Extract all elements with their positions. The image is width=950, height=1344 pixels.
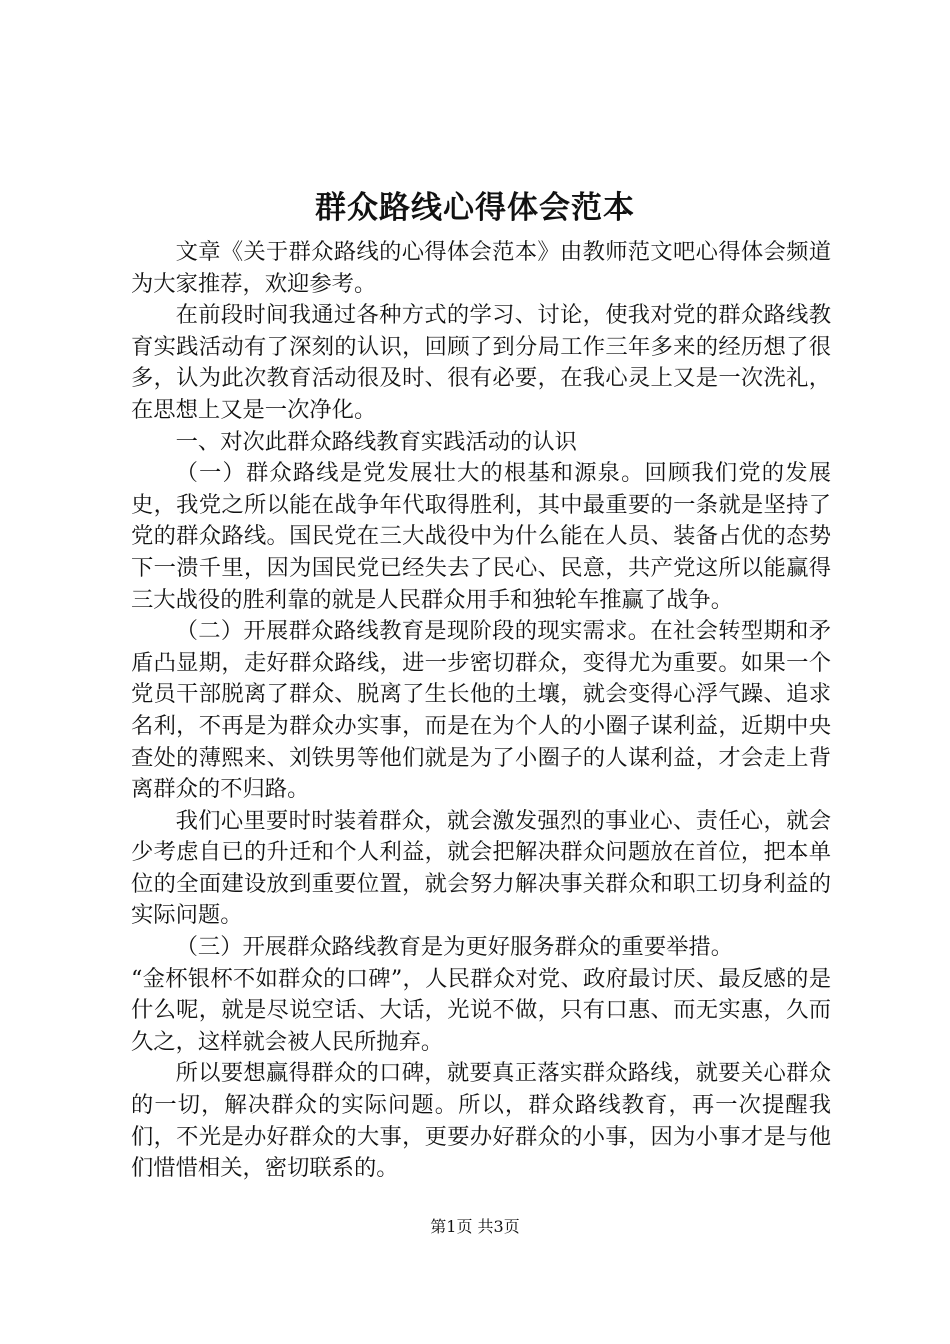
paragraph-conclusion: 所以要想赢得群众的口碑，就要真正落实群众路线，就要关心群众的一切，解决群众的实际问题。所以，群众路线教育，再一次提醒我们，不光是办好群众的大事，更要办好群众的小事，因为小事才是与他们惜惜相关，密切联系的。	[131, 1060, 831, 1182]
paragraph-point-3: （三）开展群众路线教育是为更好服务群众的重要举措。	[175, 934, 734, 961]
document-body	[131, 237, 831, 1185]
paragraph-point-1: （一）群众路线是党发展壮大的根基和源泉。回顾我们党的发展史，我党之所以能在战争年代取得胜利，其中最重要的一条就是坚持了党的群众路线。国民党在三大战役中为什么能在人员、装备占优的态势下一溃千里，因为国民党已经失去了民心、民意，共产党这所以能赢得三大战役的胜利靠的就是人民群众用手和独轮车推赢了战争。	[131, 460, 831, 613]
paragraph-point-2: （二）开展群众路线教育是现阶段的现实需求。在社会转型期和矛盾凸显期，走好群众路线，进一步密切群众，变得尤为重要。如果一个党员干部脱离了群众、脱离了生长他的土壤，就会变得心浮气躁、追求名利，不再是为群众办实事，而是在为个人的小圈子谋利益，近期中央查处的薄熙来、刘铁男等他们就是为了小圈子的人谋利益，才会走上背离群众的不归路。	[131, 618, 831, 803]
paragraph-keep-masses: 我们心里要时时装着群众，就会激发强烈的事业心、责任心，就会少考虑自已的升迁和个人利益，就会把解决群众问题放在首位，把本单位的全面建设放到重要位置，就会努力解决事关群众和职工切身利益的实际问题。	[131, 807, 831, 929]
page-number: 第1页 共3页	[430, 1217, 520, 1236]
paragraph-quote: “金杯银杯不如群众的口碑”，人民群众对党、政府最讨厌、最反感的是什么呢，就是尽说空话、大话，光说不做，只有口惠、而无实惠，久而久之，这样就会被人民所抛弃。	[131, 965, 831, 1055]
paragraph-intro: 文章《关于群众路线的心得体会范本》由教师范文吧心得体会频道为大家推荐，欢迎参考。	[131, 239, 831, 297]
section-heading-1: 一、对次此群众路线教育实践活动的认识	[175, 428, 577, 455]
paragraph-reflection: 在前段时间我通过各种方式的学习、讨论，使我对党的群众路线教育实践活动有了深刻的认识，回顾了到分局工作三年多来的经历想了很多，认为此次教育活动很及时、很有必要，在我心灵上又是一次洗礼，在思想上又是一次净化。	[131, 302, 831, 423]
document-title: 群众路线心得体会范本	[315, 190, 635, 226]
